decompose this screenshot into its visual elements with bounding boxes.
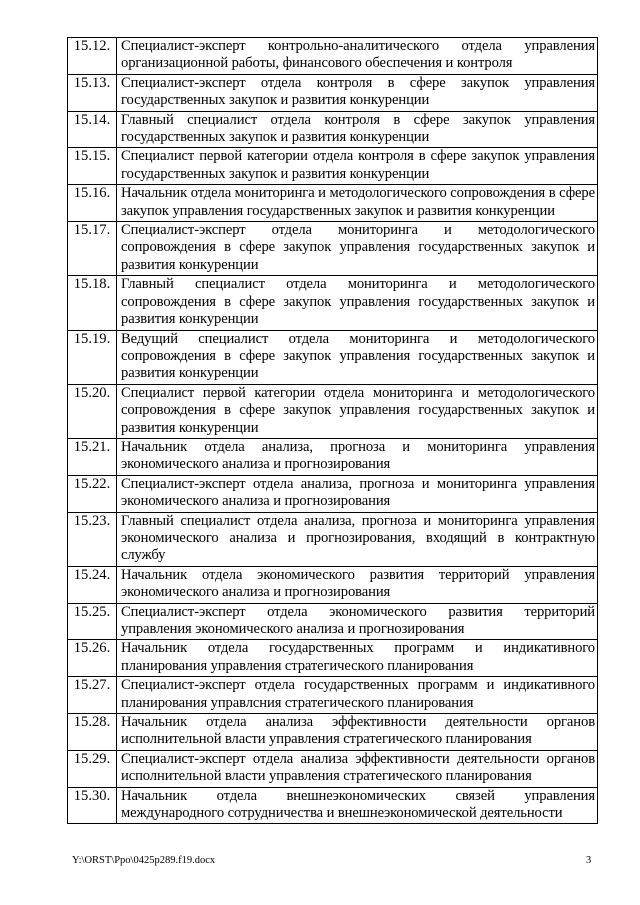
row-position-title: Главный специалист отдела анализа, прогноза и мониторинга управления экономического анализа и прогнозирования, входящий в контрактную службу: [117, 512, 598, 566]
row-position-title: Начальник отдела анализа эффективности деятельности органов исполнительной власти управления стратегического планирования: [117, 714, 598, 751]
row-number: 15.30.: [68, 787, 117, 824]
table-row: [68, 566, 598, 603]
row-number: 15.16.: [68, 185, 117, 222]
table-row: [68, 750, 598, 787]
table-row: [68, 677, 598, 714]
table-row: [68, 74, 598, 111]
positions-table-body: [68, 38, 598, 824]
table-row: [68, 38, 598, 75]
table-row: [68, 714, 598, 751]
footer-page-number: 3: [586, 855, 592, 866]
table-row: [68, 185, 598, 222]
positions-table: [67, 37, 598, 824]
row-number: 15.28.: [68, 714, 117, 751]
row-position-title: Начальник отдела анализа, прогноза и мониторинга управления экономического анализа и прогнозирования: [117, 438, 598, 475]
row-position-title: Специалист-эксперт отдела анализа, прогноза и мониторинга управления экономического анализа и прогнозирования: [117, 475, 598, 512]
table-row: [68, 787, 598, 824]
footer-file-path: Y:\ORST\Ppo\0425p289.f19.docx: [72, 855, 216, 866]
row-position-title: Начальник отдела экономического развития территорий управления экономического анализа и прогнозирования: [117, 566, 598, 603]
row-number: 15.12.: [68, 38, 117, 75]
row-position-title: Специалист-эксперт отдела государственных программ и индикативного планирования управлсния стратегического планирования: [117, 677, 598, 714]
row-position-title: Специалист-эксперт контрольно-аналитического отдела управления организационной работы, финансового обеспечения и контроля: [117, 38, 598, 75]
table-row: [68, 276, 598, 330]
row-position-title: Специалист-эксперт отдела мониторинга и методологического сопровождения в сфере закупок управления государственных закупок и развития конкуренции: [117, 222, 598, 276]
row-number: 15.21.: [68, 438, 117, 475]
row-position-title: Специалист-эксперт отдела анализа эффективности деятельности органов исполнительной власти управления стратегического планирования: [117, 750, 598, 787]
row-number: 15.29.: [68, 750, 117, 787]
row-number: 15.14.: [68, 111, 117, 148]
row-position-title: Главный специалист отдела мониторинга и методологического сопровождения в сфере закупок управления государственных закупок и развития конкуренции: [117, 276, 598, 330]
row-number: 15.26.: [68, 640, 117, 677]
table-row: [68, 640, 598, 677]
row-position-title: Специалист первой категории отдела контроля в сфере закупок управления государственных закупок и развития конкуренции: [117, 148, 598, 185]
table-row: [68, 475, 598, 512]
row-number: 15.25.: [68, 603, 117, 640]
table-row: [68, 438, 598, 475]
table-row: [68, 330, 598, 384]
table-row: [68, 111, 598, 148]
table-row: [68, 384, 598, 438]
row-number: 15.24.: [68, 566, 117, 603]
row-number: 15.17.: [68, 222, 117, 276]
row-number: 15.18.: [68, 276, 117, 330]
row-number: 15.13.: [68, 74, 117, 111]
row-position-title: Главный специалист отдела контроля в сфере закупок управления государственных закупок и развития конкуренции: [117, 111, 598, 148]
row-number: 15.19.: [68, 330, 117, 384]
row-position-title: Начальник отдела государственных программ и индикативного планирования управления стратегического планирования: [117, 640, 598, 677]
row-number: 15.15.: [68, 148, 117, 185]
row-number: 15.22.: [68, 475, 117, 512]
row-position-title: Специалист-эксперт отдела контроля в сфере закупок управления государственных закупок и развития конкуренции: [117, 74, 598, 111]
row-position-title: Начальник отдела мониторинга и методологического сопровождения в сфере закупок управления государственных закупок и развития конкуренции: [117, 185, 598, 222]
row-position-title: Специалист-эксперт отдела экономического развития территорий управления экономического анализа и прогнозирования: [117, 603, 598, 640]
row-position-title: Ведущий специалист отдела мониторинга и методологического сопровождения в сфере закупок управления государственных закупок и развития конкуренции: [117, 330, 598, 384]
row-number: 15.20.: [68, 384, 117, 438]
row-position-title: Начальник отдела внешнеэкономических связей управления международного сотрудничества и внешнеэкономической деятельности: [117, 787, 598, 824]
table-row: [68, 512, 598, 566]
table-row: [68, 148, 598, 185]
row-number: 15.23.: [68, 512, 117, 566]
row-position-title: Специалист первой категории отдела мониторинга и методологического сопровождения в сфере закупок управления государственных закупок и развития конкуренции: [117, 384, 598, 438]
table-row: [68, 603, 598, 640]
row-number: 15.27.: [68, 677, 117, 714]
table-row: [68, 222, 598, 276]
